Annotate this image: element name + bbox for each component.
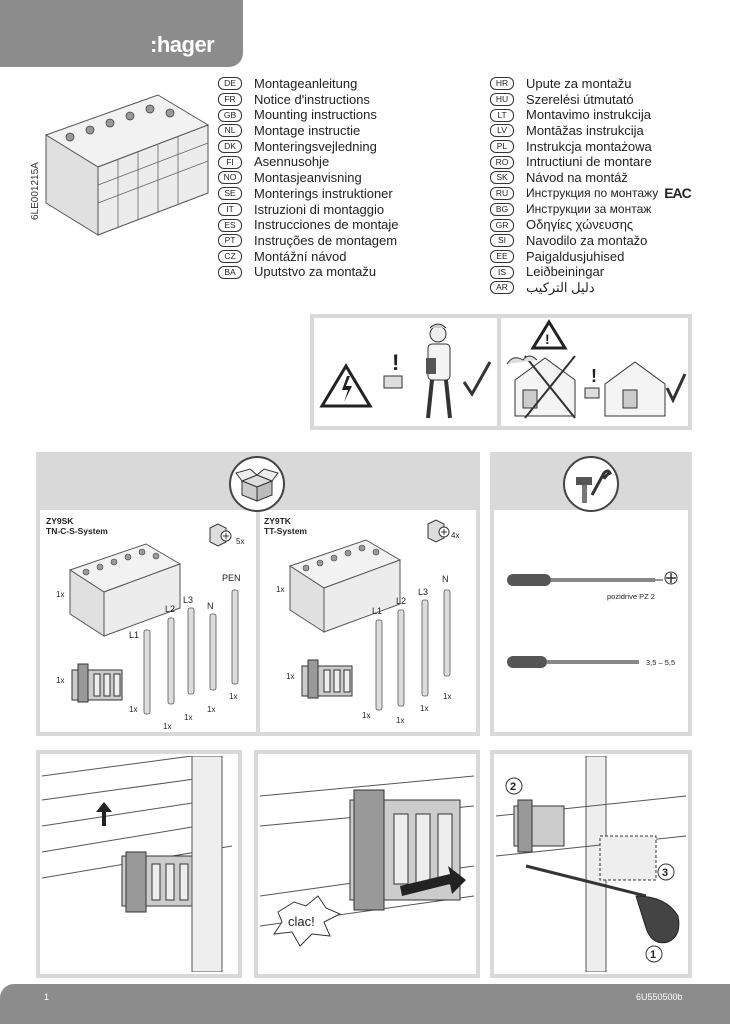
language-entry (490, 280, 691, 296)
language-entry (218, 217, 399, 233)
language-entry (218, 202, 399, 218)
language-entry (490, 76, 691, 92)
language-code-badge: DE (218, 77, 242, 90)
language-title: Upute za montažu (526, 76, 632, 91)
language-title: Leiðbeiningar (526, 264, 605, 280)
language-title: Monterings instruktioner (254, 185, 393, 201)
language-title: Instruções de montagem (254, 232, 398, 248)
language-entry (218, 107, 399, 123)
language-title: Montasjeanvisning (254, 170, 362, 186)
language-code-badge: DK (218, 140, 242, 153)
screwdriver-pozidrive-icon (505, 570, 665, 590)
busbar-qty: 1x (229, 692, 238, 701)
kit-left-holder (68, 660, 126, 706)
language-code-badge: IS (490, 266, 514, 279)
pozidrive-tip-icon (664, 571, 678, 585)
language-code-badge: EE (490, 250, 514, 263)
language-list-left (218, 76, 399, 280)
language-code-badge: BG (490, 203, 514, 216)
language-title: Instrukcja montażowa (526, 138, 652, 154)
phase-label: PEN (222, 573, 241, 583)
language-entry (218, 154, 399, 170)
language-entry (218, 249, 399, 265)
screwdriver-flat-icon (505, 652, 645, 672)
language-title: Uputstvo za montažu (254, 264, 377, 280)
language-code-badge: ES (218, 219, 242, 232)
language-code-badge: LT (490, 109, 514, 122)
busbar-qty: 1x (420, 704, 429, 713)
busbar-qty: 1x (362, 711, 371, 720)
language-entry (490, 92, 691, 108)
language-title: Инструкции за монтаж (526, 201, 652, 216)
screw-clip-icon (206, 522, 234, 548)
kit-right-device-qty: 1x (276, 585, 285, 594)
busbar-qty: 1x (129, 705, 138, 714)
language-code-badge: CZ (218, 250, 242, 263)
step-number-1: 1 (650, 949, 657, 961)
kit-right-system: TT-System (264, 526, 307, 536)
phase-label: L1 (129, 630, 140, 640)
page-number: 1 (44, 992, 50, 1002)
language-entry (490, 139, 691, 155)
language-title: Montavimo instrukcija (526, 107, 651, 123)
language-code-badge: PL (490, 140, 514, 153)
language-title: Mounting instructions (254, 107, 377, 123)
screwdriver-pozidrive-label: pozidrive PZ 2 (607, 592, 655, 601)
kit-left-system: TN-C-S-System (46, 526, 108, 536)
language-title: دليل التركيب (526, 279, 595, 295)
language-entry (490, 249, 691, 265)
language-entry (490, 233, 691, 249)
kit-right-screw-qty: 4x (451, 531, 460, 540)
language-title: Montage instructie (254, 123, 361, 139)
kit-left-device-qty: 1x (56, 590, 65, 599)
language-code-badge: NO (218, 171, 242, 184)
language-code-badge: NL (218, 124, 242, 137)
language-title: Szerelési útmutató (526, 91, 634, 107)
busbar-qty: 1x (207, 705, 216, 714)
phase-label: L2 (165, 604, 176, 614)
language-entry (490, 217, 691, 233)
step1-illustration (42, 756, 236, 972)
step-number-2: 2 (510, 781, 517, 793)
language-entry (218, 123, 399, 139)
eac-mark: EAC (664, 184, 691, 201)
phase-label: L3 (183, 595, 194, 605)
kit-right-model: ZY9TK (264, 516, 291, 526)
product-illustration (38, 85, 216, 240)
kit-right-holder-qty: 1x (286, 672, 295, 681)
language-code-badge: HR (490, 77, 514, 90)
step-number-3: 3 (662, 867, 669, 879)
phase-label: L1 (372, 606, 383, 616)
language-code-badge: BA (218, 266, 242, 279)
language-title: Montážní návod (254, 248, 347, 264)
kit-left-header (46, 516, 108, 536)
svg-text:!: ! (591, 366, 597, 386)
language-code-badge: RO (490, 156, 514, 169)
tools-icon (562, 455, 620, 513)
box-contents-icon (228, 455, 286, 513)
phase-label: N (207, 601, 214, 611)
language-entry (218, 92, 399, 108)
language-entry (490, 264, 691, 280)
document-code: 6U550500b (636, 992, 683, 1002)
language-code-badge: PT (218, 234, 242, 247)
language-title: Montageanleitung (254, 76, 358, 91)
language-title: Návod na montáž (526, 170, 628, 186)
busbar-qty: 1x (163, 722, 172, 731)
language-code-badge: GB (218, 109, 242, 122)
language-title: Navodilo za montažo (526, 232, 648, 248)
kit-left-model: ZY9SK (46, 516, 74, 526)
language-title: Notice d'instructions (254, 91, 370, 107)
language-entry (218, 170, 399, 186)
language-entry (490, 107, 691, 123)
svg-text:!: ! (545, 331, 550, 347)
language-code-badge: IT (218, 203, 242, 216)
clac-text: clac! (288, 914, 315, 929)
language-code-badge: SE (218, 187, 242, 200)
step3-illustration (496, 756, 686, 972)
kit-left-holder-qty: 1x (56, 676, 65, 685)
language-code-badge: SI (490, 234, 514, 247)
language-title: Οδηγίες χώνευσης (526, 217, 634, 233)
step2-illustration (260, 756, 474, 972)
language-title: Intructiuni de montare (526, 154, 652, 170)
hager-logo: :hager (150, 32, 215, 57)
language-title: Montāžas instrukcija (526, 123, 644, 139)
language-entry (490, 170, 691, 186)
language-entry (218, 186, 399, 202)
language-code-badge: AR (490, 281, 514, 294)
language-entry (218, 264, 399, 280)
busbar-qty: 1x (396, 716, 405, 725)
phase-label: L3 (418, 587, 429, 597)
svg-text:!: ! (392, 350, 400, 375)
language-entry (490, 123, 691, 139)
screw-clip-icon (424, 518, 452, 544)
language-code-badge: LV (490, 124, 514, 137)
language-title: Paigaldusjuhised (526, 248, 625, 264)
busbar-qty: 1x (184, 713, 193, 722)
language-title: Инструкция по монтажу (526, 185, 659, 200)
screwdriver-flat-label: 3,5 – 5,5 (646, 658, 676, 667)
language-list-right (490, 76, 691, 296)
building-warning-illustration (505, 318, 688, 426)
language-title: Instrucciones de montaje (254, 217, 399, 233)
language-title: Asennusohje (254, 154, 330, 170)
language-code-badge: FI (218, 156, 242, 169)
phase-label: N (442, 574, 449, 584)
language-code-badge: FR (218, 93, 242, 106)
language-entry (490, 186, 691, 202)
phase-label: L2 (396, 596, 407, 606)
language-title: Istruzioni di montaggio (254, 201, 385, 217)
busbar-qty: 1x (443, 692, 452, 701)
footer-bar (0, 984, 730, 1024)
language-code-badge: RU (490, 187, 514, 200)
kit-left-screw-qty: 5x (236, 537, 245, 546)
language-entry (218, 76, 399, 92)
language-title: Monteringsvejledning (254, 138, 377, 154)
language-entry (490, 154, 691, 170)
language-entry (218, 139, 399, 155)
product-code: 6LE001215A (30, 162, 41, 220)
electrician-warning-illustration (314, 318, 497, 426)
language-code-badge: HU (490, 93, 514, 106)
kit-right-header (264, 516, 307, 536)
language-code-badge: GR (490, 219, 514, 232)
kit-right-holder (298, 656, 356, 702)
language-entry (218, 233, 399, 249)
language-entry (490, 202, 691, 218)
language-code-badge: SK (490, 171, 514, 184)
